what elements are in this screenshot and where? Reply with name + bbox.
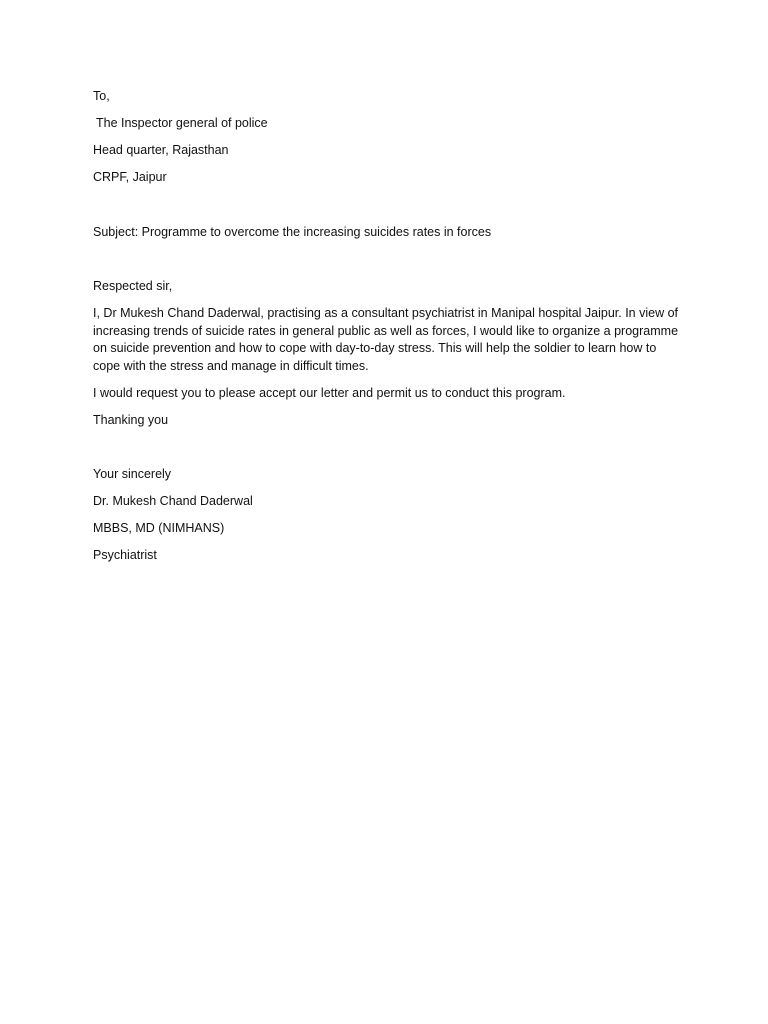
to-line: To,	[93, 89, 110, 103]
letter-body	[93, 88, 683, 574]
recipient-title: The Inspector general of police	[96, 116, 268, 130]
greeting: Respected sir,	[93, 279, 173, 293]
thanks-line: Thanking you	[93, 412, 169, 427]
recipient-office: Head quarter, Rajasthan	[93, 143, 229, 157]
signature-designation: Psychiatrist	[93, 548, 157, 562]
recipient-location: CRPF, Jaipur	[93, 170, 167, 184]
signature-qualification: MBBS, MD (NIMHANS)	[93, 521, 225, 535]
closing-line: Your sincerely	[93, 467, 172, 481]
body-paragraph-1: I, Dr Mukesh Chand Daderwal, practising as a consultant psychiatrist in Manipal hospital Jaipur. In view of increasing trends of suicide rates in general public as well as forces, I would like to organize a programme on suicide prevention and how to cope with day-to-day stress. This will help the soldier to learn how to cope with the stress and manage in difficult times.	[93, 306, 679, 373]
subject-line: Subject: Programme to overcome the increasing suicides rates in forces	[93, 224, 492, 239]
body-paragraph-2: I would request you to please accept our letter and permit us to conduct this program.	[93, 385, 566, 400]
signature-name: Dr. Mukesh Chand Daderwal	[93, 494, 253, 508]
